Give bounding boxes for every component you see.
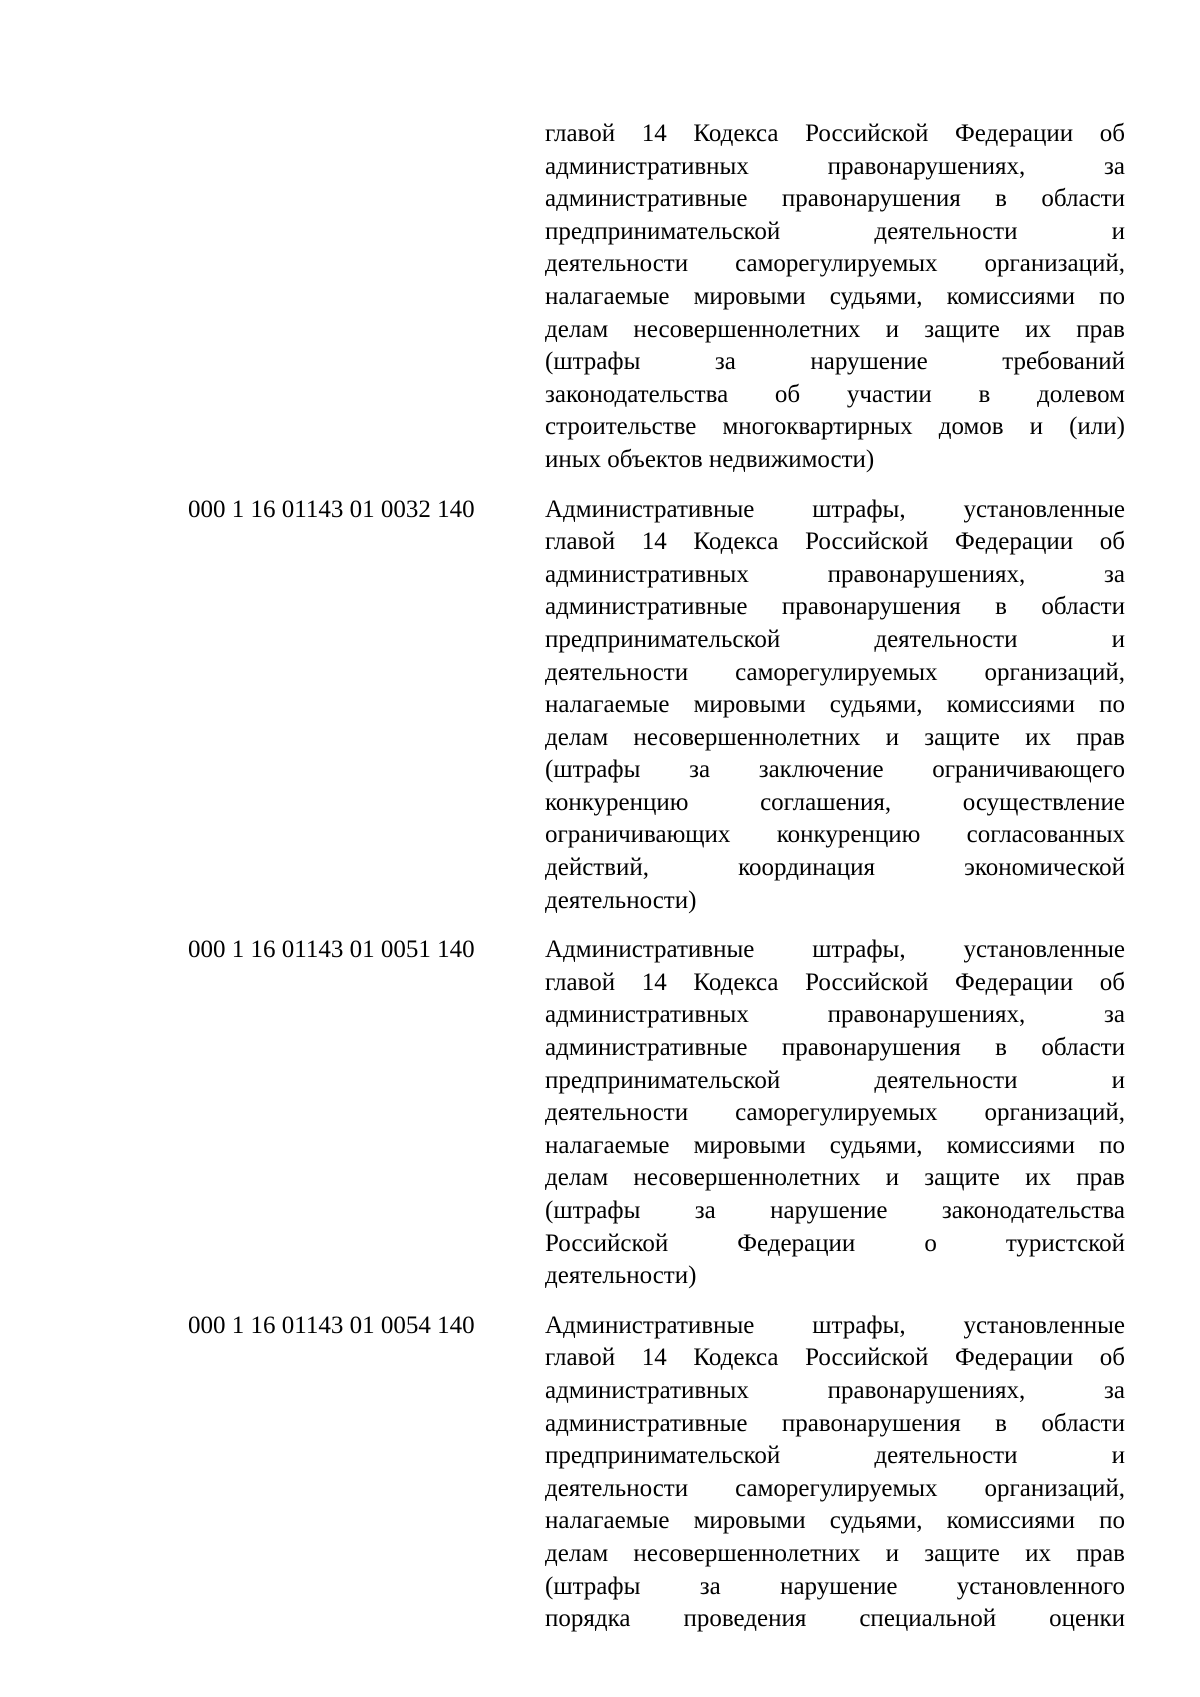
description-line: налагаемые мировыми судьями, комиссиями по	[545, 1131, 1125, 1159]
classification-table	[0, 118, 1200, 1653]
description-line: делам несовершеннолетних и защите их прав	[545, 1164, 1125, 1192]
description-line: предпринимательской деятельности и	[545, 217, 1125, 245]
table-row	[0, 118, 1200, 477]
description	[545, 1310, 1125, 1636]
description-line: налагаемые мировыми судьями, комиссиями по	[545, 1507, 1125, 1535]
description-line: административные правонарушения в области	[545, 1409, 1125, 1437]
description-line: Административные штрафы, установленные	[545, 1311, 1125, 1339]
description-line: делам несовершеннолетних и защите их прав	[545, 1539, 1125, 1567]
description-line: административных правонарушениях, за	[545, 152, 1125, 180]
description-line: налагаемые мировыми судьями, комиссиями по	[545, 282, 1125, 310]
description-line: предпринимательской деятельности и	[545, 625, 1125, 653]
description-line: главой 14 Кодекса Российской Федерации об	[545, 1344, 1125, 1372]
description-line: делам несовершеннолетних и защите их прав	[545, 723, 1125, 751]
budget-code: 000 1 16 01143 01 0051 140	[188, 936, 475, 964]
description-line: (штрафы за нарушение требований	[545, 348, 1125, 376]
description-line: административные правонарушения в области	[545, 185, 1125, 213]
description-line: конкуренцию соглашения, осуществление	[545, 788, 1125, 816]
description-line: деятельности саморегулируемых организаций,	[545, 1474, 1125, 1502]
table-row	[0, 494, 1200, 918]
description-line: налагаемые мировыми судьями, комиссиями по	[545, 691, 1125, 719]
description-line: (штрафы за нарушение законодательства	[545, 1197, 1125, 1224]
table-row	[0, 934, 1200, 1293]
description-line: предпринимательской деятельности и	[545, 1442, 1125, 1470]
description	[545, 934, 1125, 1293]
description-line: иных объектов недвижимости)	[545, 445, 875, 473]
table-row	[0, 1310, 1200, 1636]
description-line: административных правонарушениях, за	[545, 1001, 1125, 1029]
description-line: (штрафы за нарушение установленного	[545, 1572, 1125, 1600]
description-line: действий, координация экономической	[545, 854, 1125, 882]
description-line: главой 14 Кодекса Российской Федерации об	[545, 968, 1125, 996]
description-line: порядка проведения специальной оценки	[545, 1605, 1125, 1633]
description-line: деятельности саморегулируемых организаций,	[545, 1099, 1125, 1127]
description-line: деятельности саморегулируемых организаций,	[545, 250, 1125, 278]
description-line: деятельности)	[545, 1262, 697, 1290]
budget-code: 000 1 16 01143 01 0054 140	[188, 1311, 475, 1339]
description-line: главой 14 Кодекса Российской Федерации об	[545, 120, 1125, 147]
description-line: Административные штрафы, установленные	[545, 495, 1125, 523]
description	[545, 118, 1125, 477]
description-line: Административные штрафы, установленные	[545, 936, 1125, 964]
description-line: административных правонарушениях, за	[545, 1376, 1125, 1404]
description-line: административные правонарушения в области	[545, 1034, 1125, 1062]
description-line: ограничивающих конкуренцию согласованных	[545, 821, 1125, 849]
description-line: строительстве многоквартирных домов и (или)	[545, 413, 1125, 441]
description-line: административных правонарушениях, за	[545, 560, 1125, 588]
description-line: деятельности саморегулируемых организаций,	[545, 658, 1125, 686]
description-line: Российской Федерации о туристской	[545, 1229, 1125, 1257]
description-line: главой 14 Кодекса Российской Федерации об	[545, 528, 1125, 556]
description-line: (штрафы за заключение ограничивающего	[545, 756, 1125, 784]
description-line: деятельности)	[545, 886, 697, 914]
description-line: делам несовершеннолетних и защите их прав	[545, 315, 1125, 343]
description-line: предпринимательской деятельности и	[545, 1066, 1125, 1094]
description-line: административные правонарушения в области	[545, 593, 1125, 621]
budget-code: 000 1 16 01143 01 0032 140	[188, 495, 475, 523]
description-line: законодательства об участии в долевом	[545, 380, 1125, 408]
description	[545, 494, 1125, 918]
